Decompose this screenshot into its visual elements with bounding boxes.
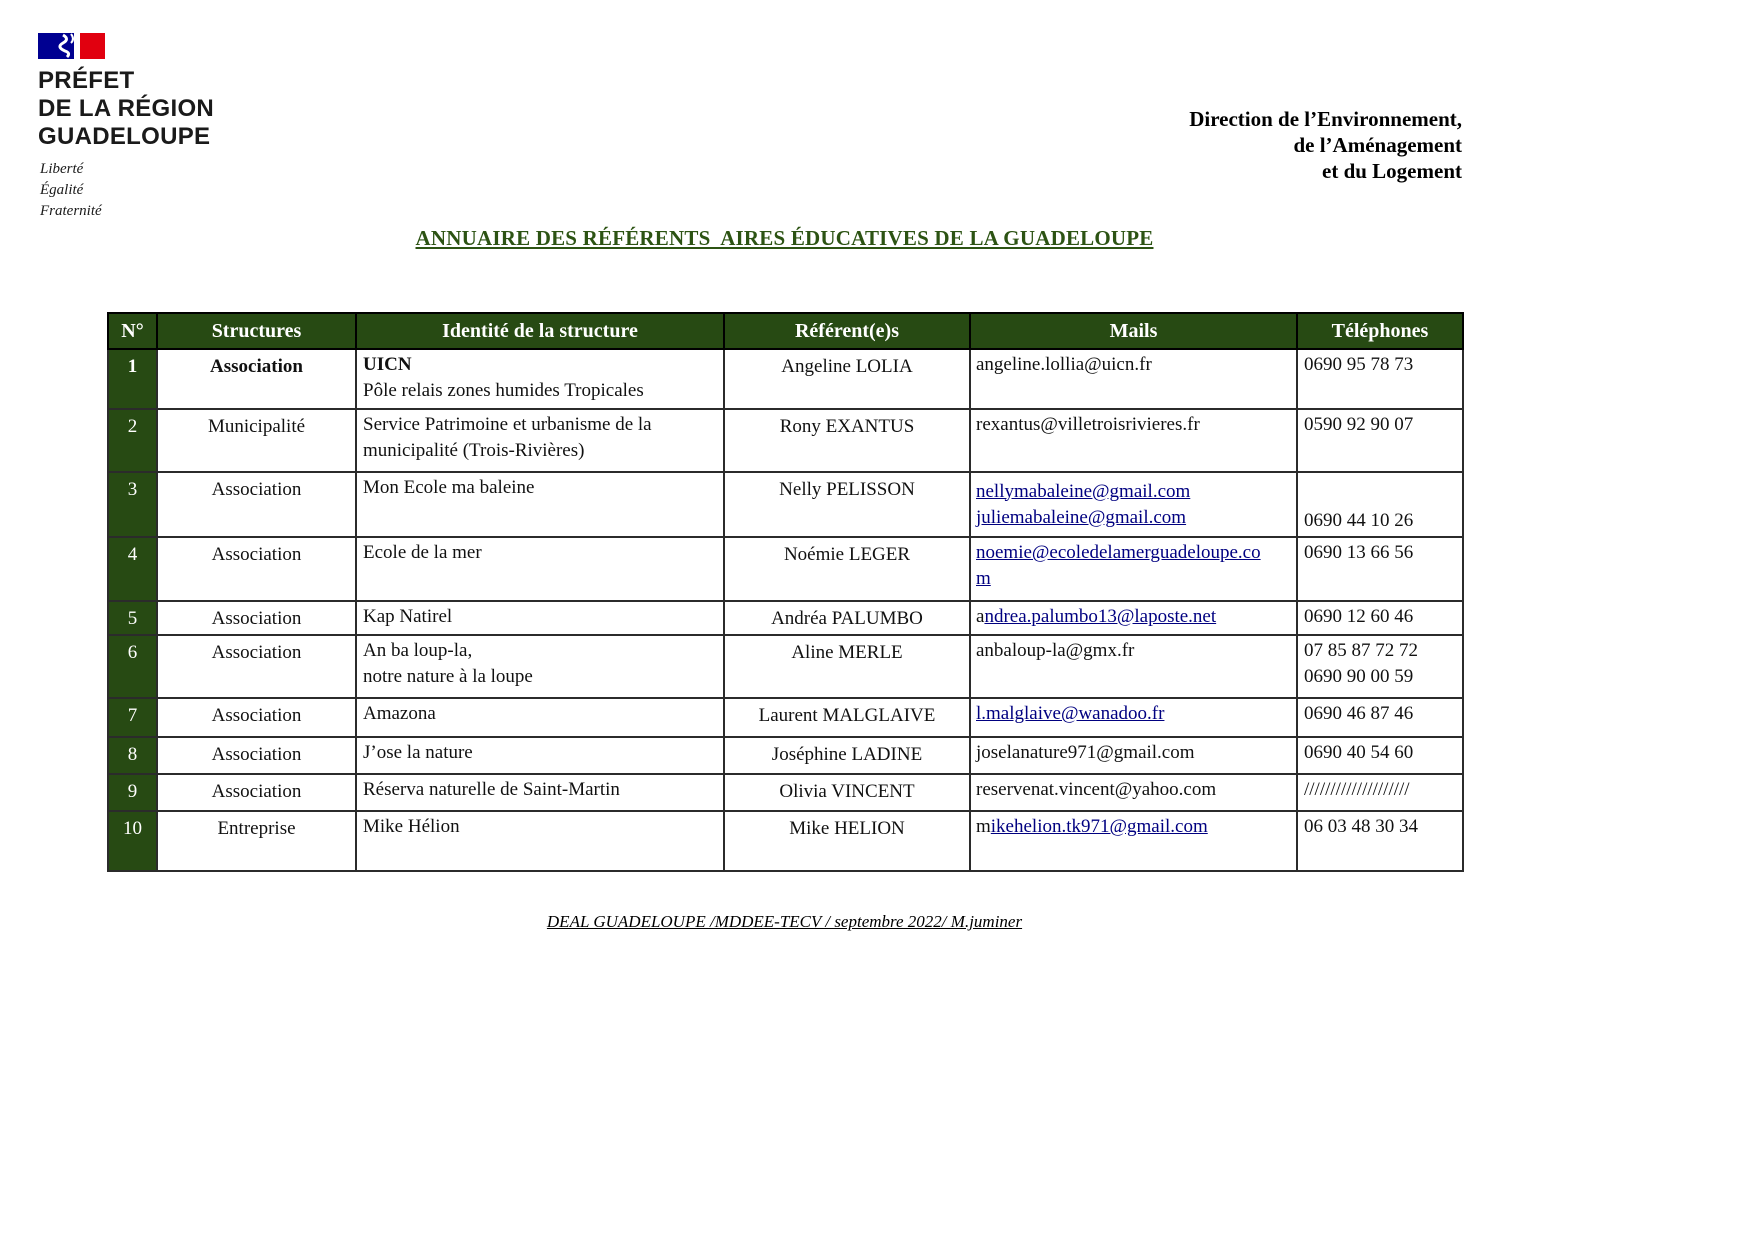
email-link[interactable]: ndrea.palumbo13@laposte.net bbox=[984, 606, 1217, 627]
email-entry bbox=[976, 505, 1290, 531]
email-entry: reservenat.vincent@yahoo.com bbox=[976, 779, 1217, 800]
email-link[interactable]: juliemabaleine@gmail.com bbox=[976, 506, 1187, 528]
cell-number: 9 bbox=[108, 774, 157, 811]
email-entry: andrea.palumbo13@laposte.net bbox=[976, 606, 1217, 627]
email-entry: angeline.lollia@uicn.fr bbox=[976, 354, 1152, 375]
direction-line: de l’Aménagement bbox=[1293, 133, 1462, 157]
cell-identity bbox=[356, 601, 724, 635]
table-header-row bbox=[108, 313, 1463, 349]
cell-number: 7 bbox=[108, 698, 157, 737]
logo-motto bbox=[40, 159, 214, 222]
table-row bbox=[108, 698, 1463, 737]
cell-structure: Association bbox=[157, 537, 356, 601]
cell-number: 4 bbox=[108, 537, 157, 601]
cell-structure: Association bbox=[157, 698, 356, 737]
cell-identity bbox=[356, 811, 724, 871]
column-header-2: Structures bbox=[157, 313, 356, 349]
cell-referent: Andréa PALUMBO bbox=[724, 601, 970, 635]
table-row bbox=[108, 349, 1463, 409]
cell-phones bbox=[1297, 601, 1463, 635]
table-row bbox=[108, 409, 1463, 472]
column-header-3: Identité de la structure bbox=[356, 313, 724, 349]
email-link[interactable]: nellymabaleine@gmail.com bbox=[976, 480, 1191, 502]
table-row bbox=[108, 811, 1463, 871]
logo-title-line: DE LA RÉGION bbox=[38, 95, 215, 122]
cell-phones bbox=[1297, 409, 1463, 472]
motto-line: Fraternité bbox=[40, 203, 102, 219]
cell-mails bbox=[970, 811, 1297, 871]
cell-referent: Laurent MALGLAIVE bbox=[724, 698, 970, 737]
cell-referent: Rony EXANTUS bbox=[724, 409, 970, 472]
identity-line: Mon Ecole ma baleine bbox=[363, 477, 535, 498]
cell-mails bbox=[970, 409, 1297, 472]
table-row bbox=[108, 774, 1463, 811]
cell-number: 1 bbox=[108, 349, 157, 409]
cell-identity bbox=[356, 537, 724, 601]
cell-mails bbox=[970, 601, 1297, 635]
cell-phones bbox=[1297, 698, 1463, 737]
cell-identity bbox=[356, 409, 724, 472]
email-link[interactable]: noemie@ecoledelamerguadeloupe.com bbox=[976, 542, 1261, 589]
cell-referent: Mike HELION bbox=[724, 811, 970, 871]
column-header-5: Mails bbox=[970, 313, 1297, 349]
motto-line: Liberté bbox=[40, 161, 84, 177]
cell-mails bbox=[970, 737, 1297, 774]
direction-line: Direction de l’Environnement, bbox=[1189, 107, 1462, 131]
cell-structure: Municipalité bbox=[157, 409, 356, 472]
table-row bbox=[108, 601, 1463, 635]
column-header-1: N° bbox=[108, 313, 157, 349]
cell-referent: Aline MERLE bbox=[724, 635, 970, 698]
cell-phones bbox=[1297, 537, 1463, 601]
cell-structure: Entreprise bbox=[157, 811, 356, 871]
email-entry: anbaloup-la@gmx.fr bbox=[976, 640, 1135, 661]
cell-structure: Association bbox=[157, 472, 356, 537]
cell-identity bbox=[356, 472, 724, 537]
cell-referent: Noémie LEGER bbox=[724, 537, 970, 601]
cell-referent: Joséphine LADINE bbox=[724, 737, 970, 774]
cell-phones bbox=[1297, 635, 1463, 698]
table-row bbox=[108, 472, 1463, 537]
cell-phones bbox=[1297, 472, 1463, 537]
identity-line: notre nature à la loupe bbox=[363, 666, 533, 687]
cell-referent: Angeline LOLIA bbox=[724, 349, 970, 409]
logo-title bbox=[38, 67, 214, 151]
phone-entry: 07 85 87 72 72 bbox=[1304, 640, 1418, 661]
cell-number: 10 bbox=[108, 811, 157, 871]
email-entry bbox=[976, 479, 1290, 505]
identity-line: J’ose la nature bbox=[363, 742, 473, 763]
phone-entry: 06 03 48 30 34 bbox=[1304, 816, 1418, 837]
direction-block bbox=[1189, 106, 1462, 184]
cell-referent: Olivia VINCENT bbox=[724, 774, 970, 811]
column-header-4: Référent(e)s bbox=[724, 313, 970, 349]
cell-identity bbox=[356, 774, 724, 811]
cell-referent: Nelly PELISSON bbox=[724, 472, 970, 537]
cell-mails bbox=[970, 635, 1297, 698]
page-title: ANNUAIRE DES RÉFÉRENTS AIRES ÉDUCATIVES DE LA GUADELOUPE bbox=[415, 226, 1154, 250]
cell-structure: Association bbox=[157, 601, 356, 635]
cell-phones bbox=[1297, 774, 1463, 811]
cell-structure: Association bbox=[157, 737, 356, 774]
cell-phones bbox=[1297, 349, 1463, 409]
cell-mails bbox=[970, 472, 1297, 537]
phone-entry: //////////////////// bbox=[1304, 779, 1410, 800]
cell-phones bbox=[1297, 737, 1463, 774]
table-row bbox=[108, 737, 1463, 774]
cell-mails bbox=[970, 698, 1297, 737]
referents-table bbox=[107, 312, 1464, 872]
cell-phones bbox=[1297, 811, 1463, 871]
identity-line: Ecole de la mer bbox=[363, 542, 482, 563]
cell-structure: Association bbox=[157, 635, 356, 698]
email-entry bbox=[976, 540, 1268, 592]
phone-entry: 0690 12 60 46 bbox=[1304, 606, 1414, 627]
cell-mails bbox=[970, 537, 1297, 601]
phone-entry: 0690 46 87 46 bbox=[1304, 703, 1414, 724]
cell-mails bbox=[970, 774, 1297, 811]
marianne-flag-icon bbox=[38, 33, 105, 59]
phone-entry: 0590 92 90 07 bbox=[1304, 414, 1414, 435]
phone-entry: 0690 13 66 56 bbox=[1304, 542, 1414, 563]
phone-entry: 0690 40 54 60 bbox=[1304, 742, 1414, 763]
email-entry: rexantus@villetroisrivieres.fr bbox=[976, 414, 1200, 435]
email-entry: joselanature971@gmail.com bbox=[976, 742, 1195, 763]
email-link[interactable]: l.malglaive@wanadoo.fr bbox=[976, 703, 1165, 724]
email-link[interactable]: ikehelion.tk971@gmail.com bbox=[990, 816, 1208, 837]
logo-title-line: PRÉFET bbox=[38, 67, 135, 94]
identity-line: An ba loup-la, bbox=[363, 640, 473, 661]
cell-number: 6 bbox=[108, 635, 157, 698]
phone-entry: 0690 44 10 26 bbox=[1304, 510, 1414, 531]
identity-line: UICN bbox=[363, 354, 412, 375]
identity-line: Pôle relais zones humides Tropicales bbox=[363, 380, 644, 401]
motto-line: Égalité bbox=[40, 182, 84, 198]
phone-entry: 0690 95 78 73 bbox=[1304, 354, 1414, 375]
table-row bbox=[108, 635, 1463, 698]
logo-title-line: GUADELOUPE bbox=[38, 123, 211, 150]
footer-note: DEAL GUADELOUPE /MDDEE-TECV / septembre 2022/ M.juminer bbox=[546, 912, 1023, 931]
table-row bbox=[108, 537, 1463, 601]
identity-line: Réserva naturelle de Saint-Martin bbox=[363, 779, 620, 800]
column-header-6: Téléphones bbox=[1297, 313, 1463, 349]
cell-number: 5 bbox=[108, 601, 157, 635]
phone-entry: 0690 90 00 59 bbox=[1304, 666, 1414, 687]
email-entry bbox=[976, 701, 1290, 727]
cell-structure: Association bbox=[157, 774, 356, 811]
email-entry: mikehelion.tk971@gmail.com bbox=[976, 816, 1208, 837]
identity-line: Service Patrimoine et urbanisme de la municipalité (Trois-Rivières) bbox=[363, 414, 652, 461]
direction-line: et du Logement bbox=[1322, 159, 1462, 183]
identity-line: Amazona bbox=[363, 703, 436, 724]
identity-line: Kap Natirel bbox=[363, 606, 453, 627]
cell-number: 2 bbox=[108, 409, 157, 472]
prefet-logo bbox=[38, 33, 214, 222]
cell-number: 3 bbox=[108, 472, 157, 537]
cell-structure: Association bbox=[157, 349, 356, 409]
cell-identity bbox=[356, 698, 724, 737]
identity-line: Mike Hélion bbox=[363, 816, 460, 837]
cell-number: 8 bbox=[108, 737, 157, 774]
cell-identity bbox=[356, 737, 724, 774]
cell-identity bbox=[356, 349, 724, 409]
cell-mails bbox=[970, 349, 1297, 409]
cell-identity bbox=[356, 635, 724, 698]
